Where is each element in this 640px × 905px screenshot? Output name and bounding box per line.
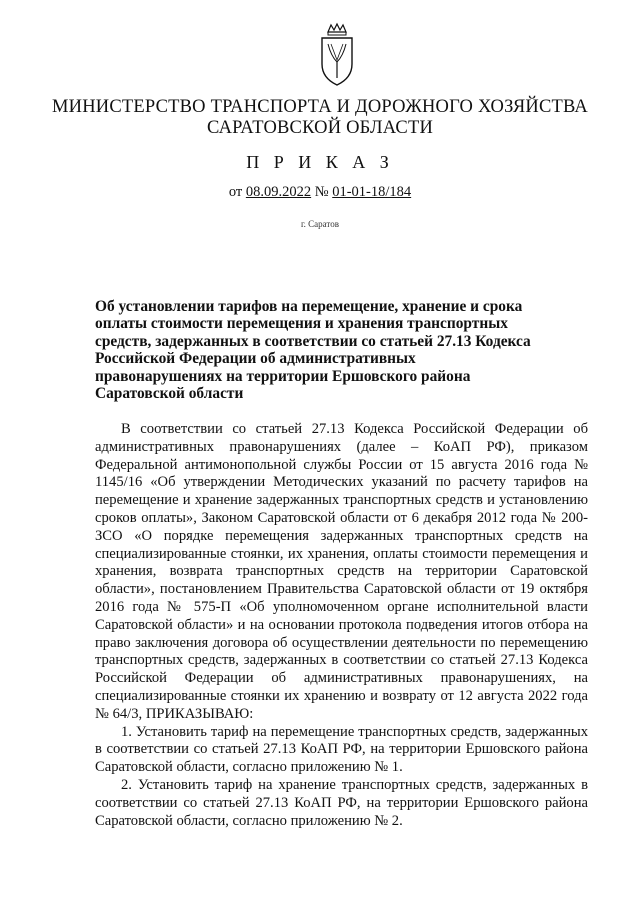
- ministry-name-line2: САРАТОВСКОЙ ОБЛАСТИ: [206, 118, 434, 138]
- order-date: 08.09.2022: [245, 184, 312, 200]
- date-prefix: от: [228, 184, 243, 200]
- order-title: П Р И К А З: [246, 152, 394, 172]
- order-date-number: [0, 184, 640, 201]
- number-prefix: №: [314, 184, 329, 200]
- preamble-paragraph: В соответствии со статьей 27.13 Кодекса Российской Федерации об административных правонарушениях (далее – КоАП РФ), приказом Федеральной антимонопольной службы России от 15 августа 2016 года № 1145/16 «Об утверждении Методических указаний по расчету тарифов на перемещение и хранение задержанных транспортных средств и установлению сроков оплаты», Законом Саратовской области от 6 декабря 2012 года № 200-ЗСО «О порядке перемещения задержанных транспортных средств на специализированные стоянки, их хранения, оплаты стоимости перемещения и хранения, возврата транспортных средств на территории Саратовской области», постановлением Правительства Саратовской области от 19 октября 2016 года № 575-П «Об уполномоченном органе исполнительной власти Саратовской области» и на основании протокола подведения итогов отбора на право заключения договора об осуществлении деятельности по перемещению транспортных средств, задержанных в соответствии со статьей 27.13 Кодекса Российской Федерации об административных правонарушениях, на специализированные стоянки их хранению и возврату от 12 августа 2022 года № 64/3, ПРИКАЗЫВАЮ:: [95, 421, 588, 722]
- item-2-paragraph: 2. Установить тариф на хранение транспортных средств, задержанных в соответствии со статьей 27.13 КоАП РФ, на территории Ершовского района Саратовской области, согласно приложению № 2.: [95, 776, 588, 829]
- saratov-coat-of-arms-icon: [318, 22, 356, 88]
- item-1-paragraph: 1. Установить тариф на перемещение транспортных средств, задержанных в соответствии со статьей 27.13 КоАП РФ, на территории Ершовского района Саратовской области, согласно приложению № 1.: [95, 723, 588, 776]
- order-body: [95, 421, 588, 830]
- order-subject: Об установлении тарифов на перемещение, хранение и срока оплаты стоимости перемещения и хранения транспортных средств, задержанных в соответствии со статьей 27.13 Кодекса Российской Федерации об административных правонарушениях на территории Ершовского района Саратовской области: [95, 298, 531, 403]
- order-number: 01-01-18/184: [332, 184, 412, 200]
- ministry-name-line1: МИНИСТЕРСТВО ТРАНСПОРТА И ДОРОЖНОГО ХОЗЯЙСТВА: [52, 97, 588, 117]
- city-label: г. Саратов: [301, 219, 339, 229]
